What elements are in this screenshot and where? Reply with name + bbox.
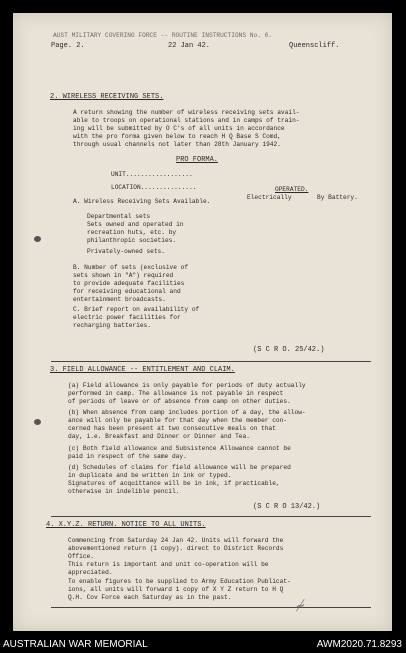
header-line: AUST MILITARY COVERING FORCE -- ROUTINE INSTRUCTIONS No. 6. xyxy=(53,32,273,39)
text-line: to provide adequate facilities xyxy=(73,280,185,287)
divider xyxy=(51,361,371,362)
section-2-heading: 2. WIRELESS RECEIVING SETS. xyxy=(50,93,164,101)
footer-institution: AUSTRALIAN WAR MEMORIAL xyxy=(3,639,148,650)
text-line: in duplicate and be written in ink or typed. xyxy=(68,472,232,479)
text-line: Signatures of acquittance will be in ink, if practicable, xyxy=(68,480,280,487)
text-line: for receiving educational and xyxy=(73,288,181,295)
text-line: Commencing from Saturday 24 Jan 42. Units will forward the xyxy=(68,537,284,544)
text-line: (c) Both field allowance and Subsistence Allowance cannot be xyxy=(68,445,291,452)
item-a-label: A. Wireless Receiving Sets Available. xyxy=(73,198,211,205)
unit-field: UNIT.................. xyxy=(111,171,193,178)
text-line: Office. xyxy=(68,553,94,560)
battery-column: By Battery. xyxy=(317,194,358,201)
list-item: Departmental sets xyxy=(87,213,151,220)
text-line: recharging batteries. xyxy=(73,322,151,329)
text-line: day, i.e. Breakfast and Dinner or Dinner and Tea. xyxy=(68,433,250,440)
para-line: A return showing the number of wireless receiving sets avail- xyxy=(73,109,300,116)
text-line: To enable figures to be supplied to Army Education Publicat- xyxy=(68,578,291,585)
divider xyxy=(51,516,371,517)
punch-hole xyxy=(34,419,41,425)
header-place: Queenscliff. xyxy=(289,42,340,50)
text-line: ions, all units will forward 1 copy of X Y Z return to H Q xyxy=(68,586,284,593)
para-line: ing will be submitted by O C's of all units in accordance xyxy=(73,125,285,132)
section-4-heading: 4. X.Y.Z. RETURN. NOTICE TO ALL UNITS. xyxy=(46,521,206,529)
text-line: cerned has been present at two consecutive meals on that xyxy=(68,425,276,432)
page-number: Page. 2. xyxy=(51,42,85,50)
para-line: able to troops on operational stations and in camps of train- xyxy=(73,117,300,124)
text-line: (a) Field allowance is only payable for periods of duty actually xyxy=(68,382,306,389)
document-page xyxy=(13,13,392,631)
text-line: This return is important and unit co-operation will be xyxy=(68,561,269,568)
text-line: performed in camp. The allowance is not payable in respect xyxy=(68,390,284,397)
list-item: philanthropic societies. xyxy=(87,237,177,244)
text-line: otherwise in indelible pencil. xyxy=(68,488,180,495)
list-item: Sets owned and operated in xyxy=(87,221,184,228)
handwritten-initials: ≁ xyxy=(293,597,308,616)
text-line: B. Number of sets (exclusive of xyxy=(73,264,189,271)
archive-footer xyxy=(0,634,406,653)
section-3-reference: (S C R O 13/42.) xyxy=(253,503,321,511)
text-line: abovementioned return (1 copy). direct to District Records xyxy=(68,545,284,552)
footer-reference: AWM2020.71.8293 xyxy=(316,639,402,650)
list-item: recreation huts, etc. by xyxy=(87,229,177,236)
text-line: ance will only be payable for that day when the member con- xyxy=(68,417,288,424)
para-line: through usual channels not later than 28th January 1942. xyxy=(73,141,281,148)
text-line: entertainment broadcasts. xyxy=(73,296,166,303)
header-date: 22 Jan 42. xyxy=(168,42,211,50)
punch-hole xyxy=(34,236,41,242)
text-line: sets shown in "A") required xyxy=(73,272,174,279)
text-line: Q.H. Cov Force each Saturday as in the past. xyxy=(68,594,232,601)
operated-heading: OPERATED. xyxy=(275,186,309,193)
divider xyxy=(51,607,371,608)
section-3-heading: 3. FIELD ALLOWANCE -- ENTITLEMENT AND CLAIM. xyxy=(50,366,235,374)
text-line: (d) Schedules of claims for field allowance will be prepared xyxy=(68,464,291,471)
section-2-reference: (S C R O. 25/42.) xyxy=(253,346,325,354)
list-item: Privately-owned sets. xyxy=(87,248,165,255)
text-line: appreciated. xyxy=(68,569,113,576)
text-line: of periods of leave or of absence from camp on other duties. xyxy=(68,398,291,405)
electrically-column: Electrically xyxy=(247,194,292,201)
text-line: C. Brief report on availability of xyxy=(73,306,200,313)
pro-forma-title: PRO FORMA. xyxy=(176,156,219,164)
location-field: LOCATION............... xyxy=(111,184,197,191)
para-line: with the pro forma given below to reach H Q Base S Comd, xyxy=(73,133,281,140)
text-line: paid in respect of the same day. xyxy=(68,453,187,460)
text-line: electric power facilities for xyxy=(73,314,181,321)
text-line: (b) When absence from camp includes portion of a day, the allow- xyxy=(68,409,306,416)
